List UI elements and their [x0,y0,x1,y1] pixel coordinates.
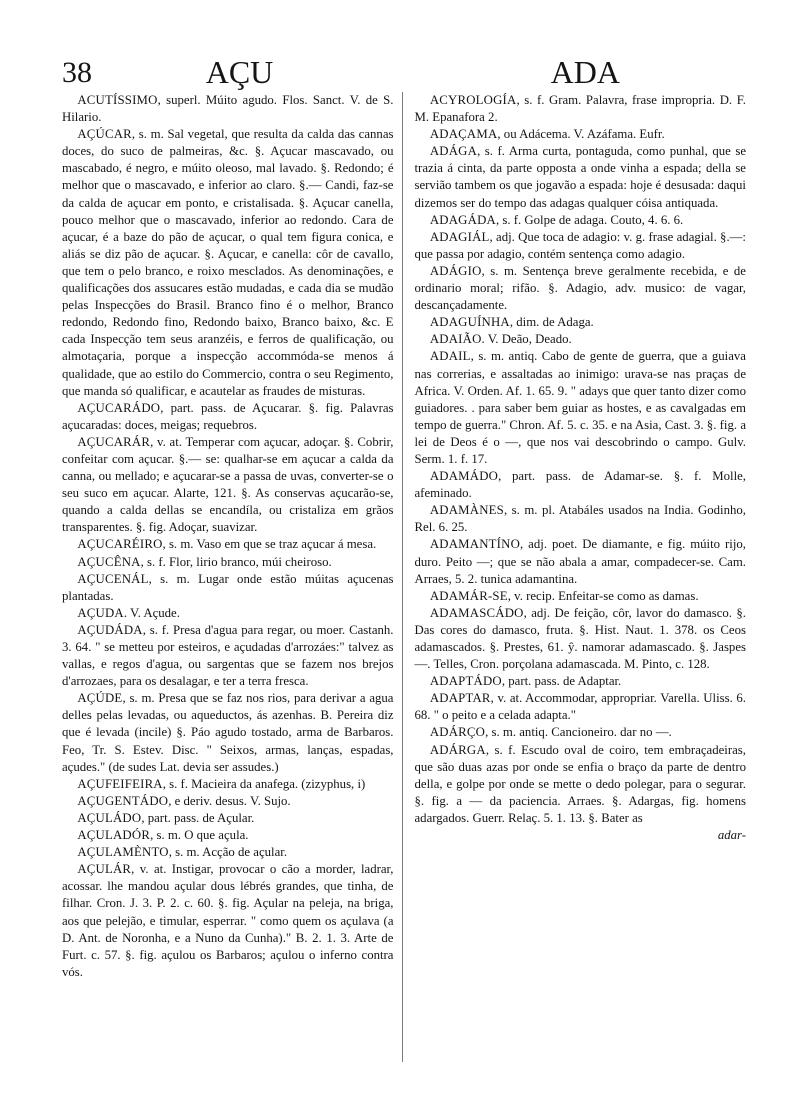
left-column [62,92,403,1062]
dictionary-entry [62,536,394,553]
text-columns [62,92,746,1062]
entry-definition: , s. f. Arma curta, pontaguda, como punhal, que se trazia á cinta, da parte opposta a onde vinha a espada; della se servião tambem os que jogavão a espada: hoje é desusada: daqui dizemos ser do tempo das adagas qualquer cóisa antiquada. [414,144,746,210]
entry-definition: , s. m. antiq. Cabo de gente de guerra, que a guiava nas correrias, e assaltadas ao inimigo: urava-se nas praças de Africa. V. Orden. Af. 1. 65. 9. " adays que quer tanto dizer como guiadores. . para saber bem guiar as hostes, e as cavalgadas em tempo de guerra." Chron. Af. 5. c. 35. e na Asia, Cast. 3. §. fig. a lei de Deos é o —, que nos vai descobrindo o campo. Gulv. Serm. 1. f. 17. [414,349,746,466]
entry-definition: , v. at. Accommodar, appropriar. Varella. Uliss. 6. 68. " o peito e a celada adapta." [414,691,746,723]
dictionary-entry [415,92,747,126]
entry-definition: , s. f. Golpe de adaga. Couto, 4. 6. 6. [495,212,684,227]
right-column [403,92,747,1062]
dictionary-entry [62,126,394,400]
entry-headword: ADAIL [429,349,471,364]
dictionary-entry [415,263,747,314]
dictionary-entry [415,314,747,331]
dictionary-entry [415,742,747,827]
entry-definition: , s. m. antiq. Cancioneiro. dar no —. [485,725,672,740]
entry-definition: , part. pass. de Adaptar. [501,674,622,689]
dictionary-entry [62,400,394,434]
entry-definition: , s. m. Lugar onde estão múitas açucenas plantadas. [62,571,394,603]
entry-headword: AÇUFEIFEIRA [77,776,163,791]
entry-headword: ADAGIÁL [429,229,490,244]
entry-definition: , s. m. Acção de açular. [168,845,288,860]
dictionary-entry [415,143,747,211]
entry-headword: AÇUDA [77,605,124,620]
entry-definition: , adj. poet. De diamante, e fig. múito rijo, duro. Peito —; que se não abala a amar, compadecer-se. Cam. Arraes, 5. 2. tunica adamantina. [414,537,746,586]
entry-definition: , s. m. O que açula. [150,828,249,843]
entry-headword: ADAMÁDO [429,469,499,484]
entry-headword: ADAÇAMA [429,127,498,142]
dictionary-entry [62,861,394,981]
dictionary-entry [415,331,747,348]
dictionary-entry [62,434,394,537]
entry-headword: AÇUCARÁDO [77,400,161,415]
dictionary-entry [62,571,394,605]
page-number: 38 [62,56,92,89]
dictionary-entry [415,536,747,587]
entry-definition: , v. at. Instigar, provocar o cão a morder, ladrar, acossar. lhe mandou açular dous lébrés grandes, que tinha, de filhar. Cron. J. 3. P. 2. c. 60. §. fig. Açular na peleja, na briga, aos que pelejão, e timular, esperrar. " como quem os açulava (a D. Ant. de Noronha, e a Nuno da Cunha)." B. 2. 1. 3. Arte de Furt. c. 57. §. fig. açulou os Barbaros; açulou o inferno contra vós. [62,862,394,979]
dictionary-entry [62,827,394,844]
dictionary-entry [415,588,747,605]
entry-headword: AÇUCARÁR [77,434,151,449]
entry-headword: ADAPTÁDO [429,674,502,689]
entry-headword: AÇUCÊNA [77,554,141,569]
catchword: adar- [717,828,746,843]
right-guide-word: ADA [550,54,620,90]
dictionary-entry [62,793,394,810]
entry-headword: ACYROLOGÍA [429,93,517,107]
entry-headword: AÇULAMÈNTO [77,845,169,860]
entry-definition: , part. pass. de Adamar-se. §. f. Molle, afeminado. [414,469,746,501]
entry-headword: ADAMÁR-SE [429,588,508,603]
dictionary-entry [415,673,747,690]
entry-definition: , s. f. Macieira da anafega. (zizyphus, i) [162,776,366,791]
entry-definition: , v. at. Temperar com açucar, adoçar. §. Cobrir, confeitar com açucar. §.— se: qualhar-se em açucar a calda da canna, ou mellado; e açucarar-se a passa de uvas, converter-se o seu suco em açucar. Alarte, 121. §. As conservas açucarão-se, quando a calda dellas se encandíla, ou cristaliza em grãos transparentes. §. fig. Adoçar, suavizar. [62,434,394,535]
dictionary-entry [415,212,747,229]
entry-definition: , s. f. Gram. Palavra, frase impropria. D. F. M. Epanafora 2. [414,93,746,125]
entry-definition: , part. pass. de Açucarar. §. fig. Palavras açucaradas: doces, meigas; requebros. [62,400,394,432]
entry-definition: , ou Adácema. V. Azáfama. Eufr. [497,127,665,142]
entry-headword: AÇÚCAR [77,127,132,142]
entry-definition: . V. Deão, Deado. [481,332,572,347]
entry-definition: , v. recip. Enfeitar-se como as damas. [507,588,699,603]
entry-headword: ADAIÃO [429,332,482,347]
dictionary-entry [62,690,394,775]
entry-headword: ADAGUÍNHA [429,315,510,330]
entry-headword: ADÁRÇO [429,725,486,740]
dictionary-entry [62,622,394,690]
dictionary-entry [415,468,747,502]
dictionary-entry [62,810,394,827]
entry-headword: ADAMÀNES [429,503,504,518]
entry-headword: AÇULADÓR [77,828,151,843]
entry-definition: , s. f. Presa d'agua para regar, ou moer. Castanh. 3. 64. " se metteu por esteiros, e açudadas d'arrozáes:" talvez as vallas, e regos d'agua, ou sargentas que se fazem nos brejos d'arrozaes, para os desalagar, e ter a terra fresca. [62,622,394,689]
dictionary-entry [62,776,394,793]
entry-definition: , superl. Múito agudo. Flos. Sanct. V. de S. Hilario. [62,93,394,125]
entry-headword: AÇUCENÁL [77,571,149,586]
dictionary-entry [415,348,747,468]
dictionary-entry [62,554,394,571]
dictionary-entry [62,844,394,861]
entry-headword: ADAPTAR [429,691,491,706]
entry-headword: AÇULÁR [77,862,132,877]
entry-definition: , dim. de Adaga. [509,315,594,330]
entry-headword: ADÁGA [429,144,478,159]
entry-definition: , e deriv. desus. V. Sujo. [168,793,291,808]
dictionary-entry [415,724,747,741]
entry-headword: AÇUGENTÁDO [77,793,169,808]
entry-headword: ADÁGIO [429,263,482,278]
dictionary-entry [415,605,747,673]
entry-headword: AÇULÁDO [77,810,142,825]
entry-headword: AÇUCARÉIRO [77,537,163,552]
entry-headword: ACUTÍSSIMO [77,93,158,107]
entry-definition: , s. m. Sal vegetal, que resulta da calda das cannas doces, do suco de palmeiras, &c. §. Açucar mascavado, ou mascabado, é negro, e múito oleoso, mal lavado. §. Redondo; é melhor que o mascavado, e inferior ao claro. §.— Candi, faz-se da calda de açucar em ponto, e cristalisada. §. Açucar canella, pouco melhor que o mascavado, inferior ao redondo. Cara de açucar, é a baze do pão de açucar, o qual tem figura conica, e aliás se diz pão de açucar. §. Açucar, e canella: côr de cavallo, que tem o pelo branco, e roixo mesclados. As denominações, e qualificações dos assucares estão mudadas, e cada dia se mudão pelas Inspecções do Brasil. Branco fino é o melhor, Branco redondo, Redondo fino, Redondo baixo, Branco baixo, &c. E cada Inspecção tem seus aranzéis, e ferros de qualificação, ou almotaçaria, porque a inspecção accommóda-se menos á qualidade, que ao estilo do Commercio, contra o seu Regimento, que manda só qualificar, e acautelar as fraudes de misturas. [62,127,394,398]
entry-headword: ADAMANTÍNO [429,537,521,552]
entry-headword: AÇUDÁDA [77,622,143,637]
entry-definition: , s. f. Flor, lirio branco, múi cheiroso. [140,554,332,569]
entry-headword: ADAGÁDA [429,212,496,227]
dictionary-entry [415,502,747,536]
dictionary-entry [415,229,747,263]
page-header [62,44,738,88]
entry-definition: , s. m. Presa que se faz nos rios, para derivar a agua delles pelas levadas, ou aqueductos, ás azenhas. B. Pereira diz que é levada (incile) §. Páo agudo tostado, arma de Barbaros. Feo, Tr. S. Estev. Disc. " Seixos, armas, lanças, espadas, açudes." (de sudes Lat. devia ser assudes.) [62,691,394,774]
dictionary-entry [415,126,747,143]
dictionary-entry [415,690,747,724]
entry-headword: AÇÚDE [77,691,123,706]
entry-definition: , s. m. Vaso em que se traz açucar á mesa. [162,537,377,552]
entry-definition: , s. f. Escudo oval de coiro, tem embraçadeiras, que são duas azas por onde se enfia o braço da parte de dentro della, e golpe por onde se mette o dedo polegar, para o segurar. §. fig. a — da paciencia. Arraes. §. Adargas, fig. homens adargados. Guerr. Relaç. 5. 1. 13. §. Bater as [414,742,746,825]
left-guide-word: AÇU [205,54,274,90]
entry-definition: , adj. Que toca de adagio: v. g. frase adagial. §.—: que passa por adagio, contém sentença como adagio. [414,229,746,261]
entry-headword: ADAMASCÁDO [429,605,524,620]
entry-definition: . V. Açude. [123,605,180,620]
dictionary-entry [62,605,394,622]
entry-headword: ADÁRGA [429,742,486,757]
dictionary-entry [62,92,394,126]
entry-definition: , s. m. Sentença breve geralmente recebida, e de ordinario moral; rifão. §. Adagio, adv. musico: de vagar, descançadamente. [414,263,746,313]
entry-definition: , part. pass. de Açular. [141,810,255,825]
entry-definition: , s. m. pl. Atabáles usados na India. Godinho, Rel. 6. 25. [414,503,746,535]
entry-definition: , adj. De feição, côr, lavor do damasco. §. Das cores do damasco, fruta. §. Hist. Naut. 1. 378. os Ceos adamascados. §. Prestes, 61. ŷ. namorar adamascado. §. Jaspes —. Telles, Cron. porçolana adamascada. M. Pinto, c. 128. [414,605,746,672]
